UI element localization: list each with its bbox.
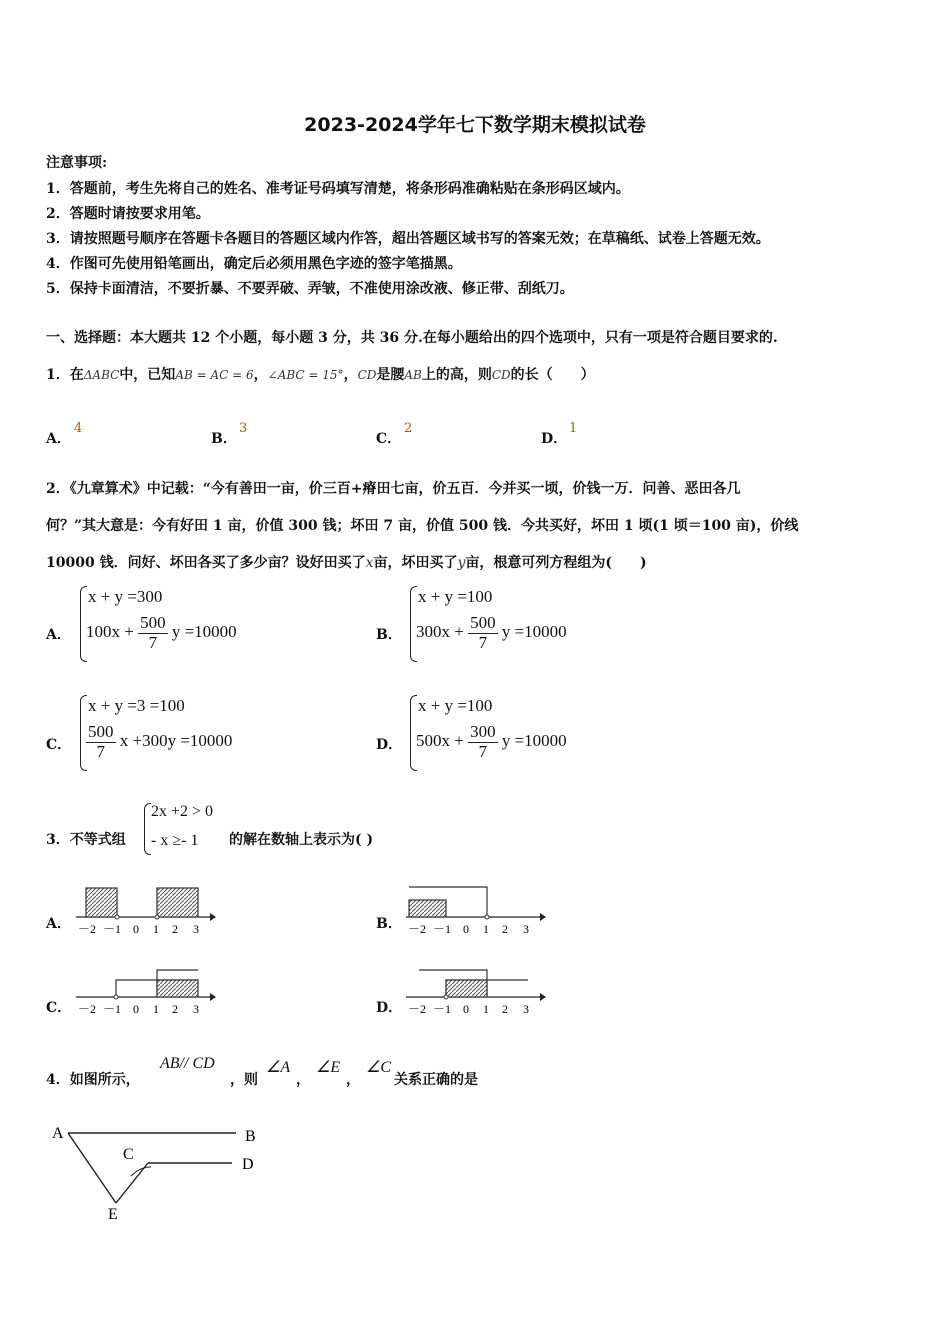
q2-var-y: y [457,555,466,571]
number-line-d [406,970,546,1016]
q3-option-a-label[interactable]: A． [46,916,71,932]
point-label-c: C [123,1146,134,1163]
section-heading: 一、选择题：本大题共 12 个小题，每小题 3 分，共 36 分.在每小题给出的四个选项中，只有一项是符合题目要求的. [46,330,778,346]
fraction [468,614,498,652]
q1-option-c-value: 2 [404,421,413,436]
frac-den: 7 [148,632,158,652]
q2-d-post: y =10000 [501,731,567,751]
q2-d-pre: 500x + [416,731,464,751]
point-label-e: E [108,1206,118,1223]
q3-prefix: 3．不等式组 [46,832,126,848]
question-1 [46,364,595,384]
number-line-b [406,887,546,936]
tick-label: －1 [103,922,122,936]
q2-d-eq1: x + y =100 [418,696,493,715]
q4-text: ， [346,1072,360,1088]
q2-a-eq2 [86,614,237,652]
q2-line-1: 2．《九章算术》中记载：“今有善田一亩，价三百+瘠田七亩，价五百．今并买一顷，价钱一万．问善、恶田各几 [46,481,741,497]
q4-math-angle-c: ∠C [366,1059,392,1076]
tick-label: 3 [193,922,199,936]
q1-option-a-value: 4 [74,421,83,436]
frac-num: 500 [140,613,166,632]
frac-den: 7 [478,632,488,652]
q1-math: CD [491,368,511,382]
q4-geometry-figure [52,1125,256,1223]
q2-d-eq2 [416,723,567,761]
q2-c-post: x +300y =10000 [119,731,233,751]
q1-text: 上的高，则 [421,367,492,383]
tick-label: 0 [463,922,469,936]
q2-a-eq1: x + y =300 [88,587,163,606]
q2-text: 10000 钱．问好、坏田各买了多少亩？设好田买了 [46,555,366,571]
q4-math-parallel: AB// CD [160,1055,215,1072]
tick-label: 1 [153,922,159,936]
q2-option-c-label[interactable]: C． [46,737,72,753]
q1-option-a-label[interactable]: A． [46,431,71,447]
point-label-d: D [242,1156,254,1173]
q4-math-angle-a: ∠A [266,1059,291,1076]
tick-label: －1 [433,922,452,936]
q4-text: ，则 [230,1072,258,1088]
frac-den: 7 [96,741,105,761]
tick-label: 0 [463,1002,469,1016]
q1-text: ， [343,367,358,383]
q3-option-c-label[interactable]: C． [46,1000,72,1016]
tick-label: 2 [502,922,508,936]
q1-option-d-value: 1 [569,421,578,436]
q1-text: 1．在 [46,367,84,383]
notice-item: 1．答题前，考生先将自己的姓名、准考证号码填写清楚，将条形码准确粘贴在条形码区域内。 [46,181,630,197]
point-label-a: A [52,1125,64,1142]
tick-label: 2 [172,1002,178,1016]
q1-option-d-label[interactable]: D． [541,431,568,447]
page-title: 2023-2024学年七下数学期末模拟试卷 [304,114,646,136]
q2-c-eq2 [86,723,232,761]
tick-label: 0 [133,1002,139,1016]
frac-num: 500 [88,722,114,741]
q2-b-pre: 300x + [416,622,464,642]
tick-label: 2 [172,922,178,936]
tick-label: 3 [193,1002,199,1016]
q2-line-3 [46,552,647,572]
tick-label: 3 [523,1002,529,1016]
q2-a-post: y =10000 [171,622,237,642]
q1-option-b-value: 3 [239,421,248,436]
frac-den: 7 [478,741,488,761]
frac-num: 500 [470,613,496,632]
number-line-a [76,888,216,936]
q4-suffix: 关系正确的是 [394,1072,478,1088]
fraction [86,723,116,761]
q4-prefix: 4．如图所示， [46,1072,140,1088]
frac-num: 300 [470,722,496,741]
q1-text: 的长（ ） [510,367,595,383]
notice-heading: 注意事项: [46,155,108,171]
q3-option-b-label[interactable]: B． [376,916,402,932]
q2-line-2: 何？”其大意是：今有好田 1 亩，价值 300 钱；坏田 7 亩，价值 500 钱．今共买好，坏田 1 顷(1 顷＝100 亩)，价线 [46,518,799,534]
q1-math: AB [404,368,422,382]
tick-label: 2 [502,1002,508,1016]
tick-label: 0 [133,922,139,936]
q2-var-x: x [365,555,374,571]
q4-text: ， [296,1072,310,1088]
tick-label: 3 [523,922,529,936]
tick-label: －2 [78,1002,97,1016]
q2-option-a-label[interactable]: A． [46,627,71,643]
q3-option-d-label[interactable]: D． [376,1000,403,1016]
q2-option-d-label[interactable]: D． [376,737,403,753]
q2-c-eq1: x + y =3 =100 [88,696,185,715]
tick-label: －1 [103,1002,122,1016]
q1-text: 是腰 [376,367,405,383]
q1-math: ∠ABC = 15° [267,368,344,382]
tick-label: －1 [433,1002,452,1016]
q3-suffix: 的解在数轴上表示为( ) [229,832,374,848]
notice-item: 2．答题时请按要求用笔。 [46,206,210,222]
q4-math-angle-e: ∠E [316,1059,341,1076]
q1-math: ΔABC [83,368,120,382]
q2-b-eq1: x + y =100 [418,587,493,606]
fraction [138,614,168,652]
q1-math: AB = AC = 6 [175,368,254,382]
brace [144,803,151,855]
notice-item: 4．作图可先使用铅笔画出，确定后必须用黑色字迹的签字笔描黑。 [46,256,462,272]
q1-option-c-label[interactable]: C． [376,431,402,447]
q3-ineq-2: - x ≥- 1 [151,832,199,849]
tick-label: 1 [153,1002,159,1016]
q2-text: 亩，根意可列方程组为( ) [465,555,647,571]
tick-label: －2 [408,1002,427,1016]
number-line-c [76,970,216,1016]
q1-text: ， [253,367,268,383]
notice-item: 3．请按照题号顺序在答题卡各题目的答题区域内作答，超出答题区域书写的答案无效；在草稿纸、试卷上答题无效。 [46,231,770,247]
tick-label: －2 [408,922,427,936]
q1-math: CD [357,368,377,382]
notice-item: 5．保持卡面清洁，不要折暴、不要弄破、弄皱，不准使用涂改液、修正带、刮纸刀。 [46,281,574,297]
q2-a-pre: 100x + [86,622,134,642]
q2-text: 亩，坏田买了 [373,555,458,571]
q2-b-eq2 [416,614,567,652]
q1-text: 中，已知 [119,367,176,383]
tick-label: 1 [483,1002,489,1016]
q1-option-b-label[interactable]: B． [211,431,237,447]
fraction [468,723,498,761]
q2-option-b-label[interactable]: B． [376,627,402,643]
point-label-b: B [245,1128,256,1145]
tick-label: 1 [483,922,489,936]
q3-ineq-1: 2x +2 > 0 [151,803,214,820]
tick-label: －2 [78,922,97,936]
q2-b-post: y =10000 [501,622,567,642]
